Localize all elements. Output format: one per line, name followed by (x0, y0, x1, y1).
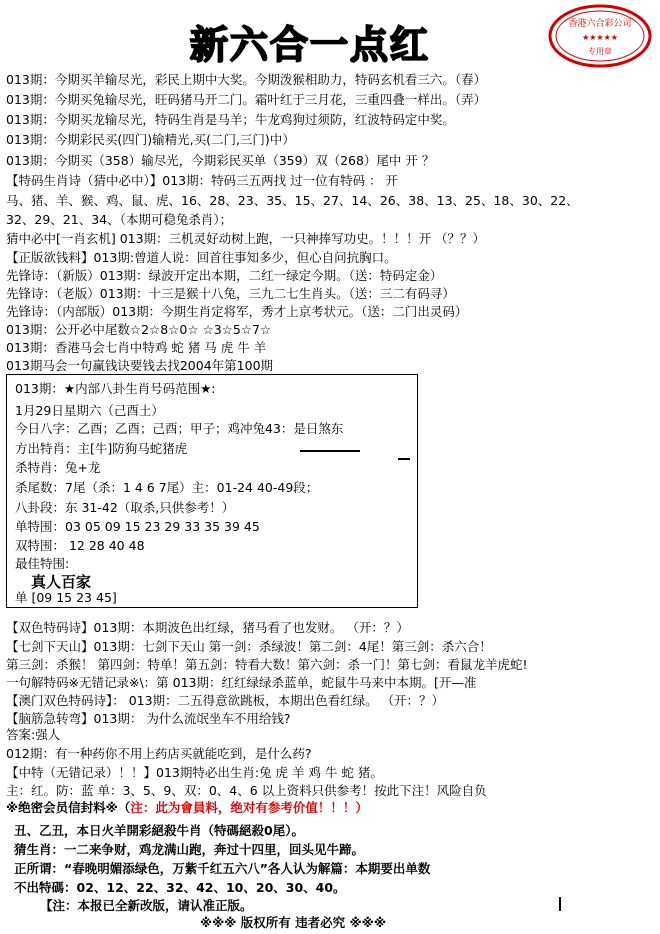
text-line: 【脑筋急转弯】013期： 为什么流氓坐车不用给钱? (6, 711, 291, 726)
text-line: 马、猪、羊、猴、鸡、鼠、虎、16、28、23、35、15、27、14、26、38、13、25、18、30、22、 (6, 193, 579, 208)
text-line: 先锋诗：（新版）013期：绿波开定出本期，二红一绿定今期。（送：特码定金） (6, 268, 443, 283)
text-line: 答案:强人 (6, 727, 61, 742)
stamp-text: 香港六合彩公司 (568, 19, 632, 29)
page-title: 新六合一点红 (190, 23, 431, 67)
member-prefix: ※绝密会员信封料※（ (6, 800, 131, 815)
box-line: 单特围：03 05 09 15 23 29 33 35 39 45 (15, 519, 260, 534)
box-line: 1月29日星期六（己酉土） (15, 403, 164, 418)
text-line: 【双色特码诗】013期：本期波色出红绿，猪马看了也发财。 （开：？） (6, 620, 409, 635)
text-line: 013期：今期彩民买(四门)输精光,买(二门,三门)中） (6, 132, 295, 147)
stamp-seal (548, 4, 652, 68)
box-line: 杀尾数：7尾（杀：1 4 6 7尾）主：01-24 40-49段； (15, 480, 319, 495)
text-line: 主：红。防：蓝 单：3、5、9、双：0、4、6 以上资料只供参考！按此下注！风险自负 (6, 783, 487, 798)
text-line: 第三剑：杀猴！ 第四剑：特单！第五剑：特看大数！第六剑：杀一门！第七剑：看鼠龙羊虎蛇! (6, 657, 528, 672)
box-line: 013期：★内部八卦生肖号码范围★: (15, 381, 216, 396)
text-line: 013期：香港马会七肖中特鸡 蛇 猪 马 虎 牛 羊 (6, 340, 267, 355)
text-line: 正所谓：“春晚明媚添绿色，万紫千红五六八”各人认为解篇：本期要出单数 (14, 861, 431, 876)
text-line: 013期：今期买羊输尽光，彩民上期中大奖。今期泼猴相助力，特码玄机看三六。（春） (6, 72, 487, 87)
text-line: 【特码生肖诗（猜中必中）】013期：特码三五两找 过一位有特码 ： 开 (6, 173, 399, 188)
text-line: 32、29、21、34、（本期可稳兔杀肖）； (6, 212, 233, 227)
text-line: 013期马会一句赢钱诀要钱去找2004年第100期 (6, 358, 274, 373)
copyright-line: ※※※ 版权所有 违者必究 ※※※ (200, 915, 386, 930)
box-line: 最佳特围: (15, 556, 70, 571)
text-line: 一句解特码※无错记录※\：第 013期：红红绿绿杀蓝单，蛇鼠牛马来中本期。[开—准 (6, 675, 477, 690)
text-line: 012期：有一种药你不用上药店买就能吃到，是什么药? (6, 746, 312, 761)
box-line: 今日八字：乙酉；乙酉；己酉；甲子；鸡冲兔43：是日煞东 (15, 421, 344, 436)
box-line: 方出特肖：主[牛]防狗马蛇猪虎 (15, 441, 188, 456)
box-line: 杀特肖：兔+龙 (15, 460, 101, 475)
text-cursor (559, 897, 561, 911)
member-line (6, 800, 368, 816)
scan-mark (300, 450, 360, 452)
text-line: 【中特（无错记录）！！】013期特必出生肖:兔 虎 羊 鸡 牛 蛇 猪。 (6, 765, 383, 780)
text-line: 【注：本报已全新改版，请认准正版。 (40, 898, 253, 913)
text-line: 猜中必中[一肖玄机] 013期：三机灵好动树上跑，一只神捧写功史。！！！开 （？？） (6, 231, 486, 246)
text-line: 013期：今期买兔输尽光，旺码猪马开二门。霜叶红于三月花，三重四叠一样出。（弄） (6, 92, 487, 107)
member-note: 注：此为會員料，绝对有参考价值！！！） (130, 800, 368, 815)
text-line: 013期：今期买（358）输尽光，今期彩民买单（359）双（268）尾中 开 ？ (6, 153, 435, 168)
text-line: 【正版欲钱料】013期:曾道人说：回首往事知多少，但心自问抗胸口。 (6, 250, 397, 265)
text-line: 【澳门双色特码诗】： 013期：二五得意欲跳板，本期出色看红绿。 （开：？） (6, 693, 445, 708)
header (0, 0, 660, 72)
box-line: 单 [09 15 23 45] (15, 590, 117, 605)
box-line: 真人百家 (31, 573, 92, 591)
box-line: 双特围： 12 28 40 48 (15, 538, 145, 553)
text-line: 013期：今期买龙输尽光，特码生肖是马羊；牛龙鸡狗过须防，红波特码定中奖。 (6, 112, 455, 127)
stamp-stars: ★★★★★ (582, 33, 618, 42)
text-line: 先锋诗：（内部版）013期：今期生肖定将军，秀才上京考状元。（送：二门出灵码） (6, 304, 468, 319)
text-line: 不出特碼：02、12、22、32、42、10、20、30、40。 (14, 880, 346, 895)
text-line: 先锋诗：（老版）013期：十三是猴十八兔，三九二七生肖头。（送：三二有码寻） (6, 286, 455, 301)
text-line: 013期：公开必中尾数☆2☆8☆0☆ ☆3☆5☆7☆ (6, 322, 272, 337)
stamp-sub: 专用章 (588, 47, 612, 56)
text-line: 丑、乙丑，本日火羊開彩絕殺牛肖（特碼絕殺0尾）。 (14, 823, 304, 838)
bagua-box (6, 374, 418, 608)
box-line: 八卦段：东 31-42（取杀,只供参考！） (15, 500, 235, 515)
scan-mark (398, 458, 410, 460)
text-line: 【七剑下天山】013期：七剑下天山 第一剑：杀绿波！第二剑：4尾！第三剑：杀六合！ (6, 639, 492, 654)
text-line: 猜生肖：一二来争财，鸡龙满山跑，奔过十四里，回头见牛蹄。 (14, 842, 365, 857)
